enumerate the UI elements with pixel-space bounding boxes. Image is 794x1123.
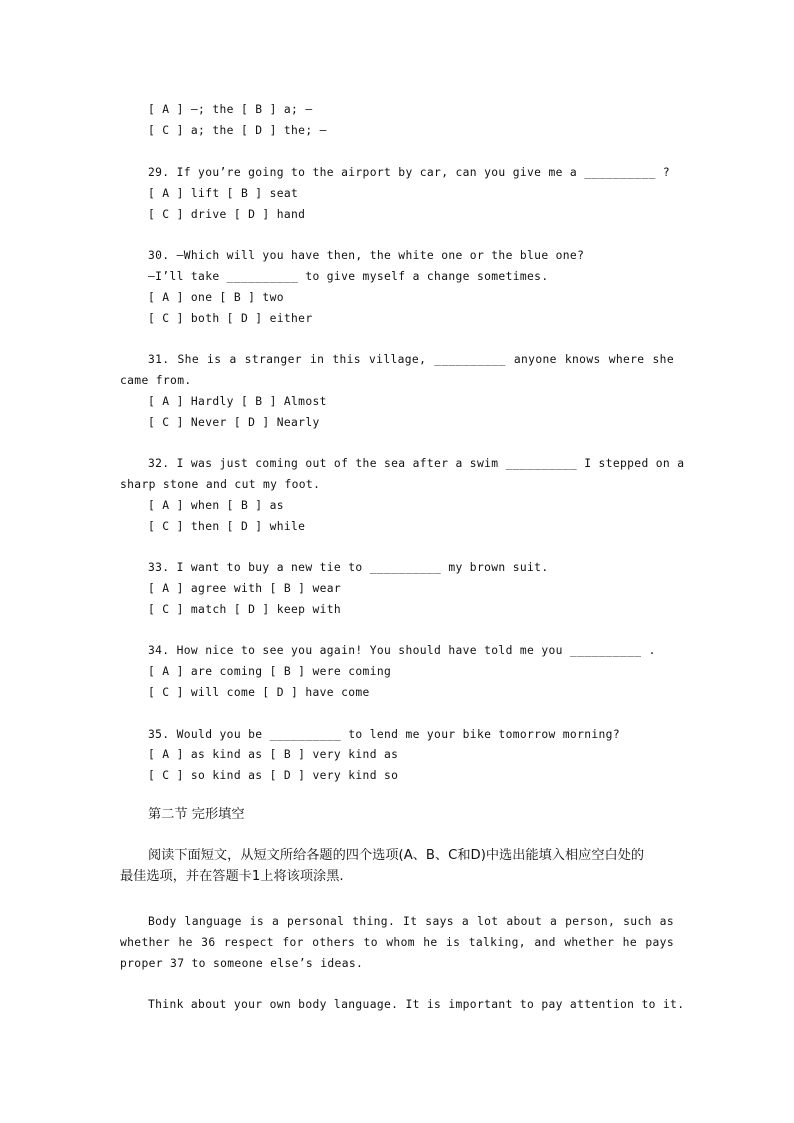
q35-options-ab: [ A ] as kind as [ B ] very kind as (148, 748, 399, 761)
q35-stem: 35. Would you be __________ to lend me your bike tomorrow morning? (148, 728, 620, 741)
q29-stem: 29. If you’re going to the airport by car, can you give me a __________ ? (148, 166, 671, 179)
q33-options-ab: [ A ] agree with [ B ] wear (148, 582, 342, 595)
q31-options-cd: [ C ] Never [ D ] Nearly (148, 416, 320, 429)
q32-stem-line2: sharp stone and cut my foot. (120, 478, 321, 491)
q34-stem: 34. How nice to see you again! You should have told me you __________ . (148, 644, 656, 657)
q28-options-cd: [ C ] a; the [ D ] the; – (148, 124, 327, 137)
q28-options-ab: [ A ] –; the [ B ] a; – (148, 103, 313, 116)
section-instruction-line2: 最佳选项，并在答题卡1上将该项涂黑. (120, 869, 344, 884)
q29-options-ab: [ A ] lift [ B ] seat (148, 187, 299, 200)
q32-options-cd: [ C ] then [ D ] while (148, 520, 306, 533)
q30-stem-line2: —I’ll take __________ to give myself a change sometimes. (148, 270, 549, 283)
q29-options-cd: [ C ] drive [ D ] hand (148, 208, 306, 221)
section-instruction-line1: 阅读下面短文，从短文所给各题的四个选项(A、B、C和D)中选出能填入相应空白处的 (148, 848, 645, 863)
q35-options-cd: [ C ] so kind as [ D ] very kind so (148, 769, 399, 782)
q33-stem: 33. I want to buy a new tie to __________ my brown suit. (148, 561, 549, 574)
q32-stem-line1: 32. I was just coming out of the sea after a swim __________ I stepped on a (148, 457, 685, 470)
q31-stem-line1: 31. She is a stranger in this village, __________ anyone knows where she (148, 353, 674, 366)
passage-p2-line1: Think about your own body language. It is important to pay attention to it. (148, 998, 685, 1011)
q30-options-ab: [ A ] one [ B ] two (148, 291, 284, 304)
q31-options-ab: [ A ] Hardly [ B ] Almost (148, 395, 327, 408)
q34-options-ab: [ A ] are coming [ B ] were coming (148, 665, 392, 678)
q30-options-cd: [ C ] both [ D ] either (148, 312, 313, 325)
q33-options-cd: [ C ] match [ D ] keep with (148, 603, 342, 616)
passage-p1-line1: Body language is a personal thing. It says a lot about a person, such as (148, 915, 674, 928)
q32-options-ab: [ A ] when [ B ] as (148, 499, 284, 512)
passage-p1-line3: proper 37 to someone else’s ideas. (120, 957, 364, 970)
q30-stem-line1: 30. —Which will you have then, the white one or the blue one? (148, 249, 585, 262)
q34-options-cd: [ C ] will come [ D ] have come (148, 686, 370, 699)
passage-p1-line2: whether he 36 respect for others to whom he is talking, and whether he pays (120, 936, 674, 949)
q31-stem-line2: came from. (120, 374, 192, 387)
section-heading: 第二节 完形填空 (148, 807, 245, 822)
